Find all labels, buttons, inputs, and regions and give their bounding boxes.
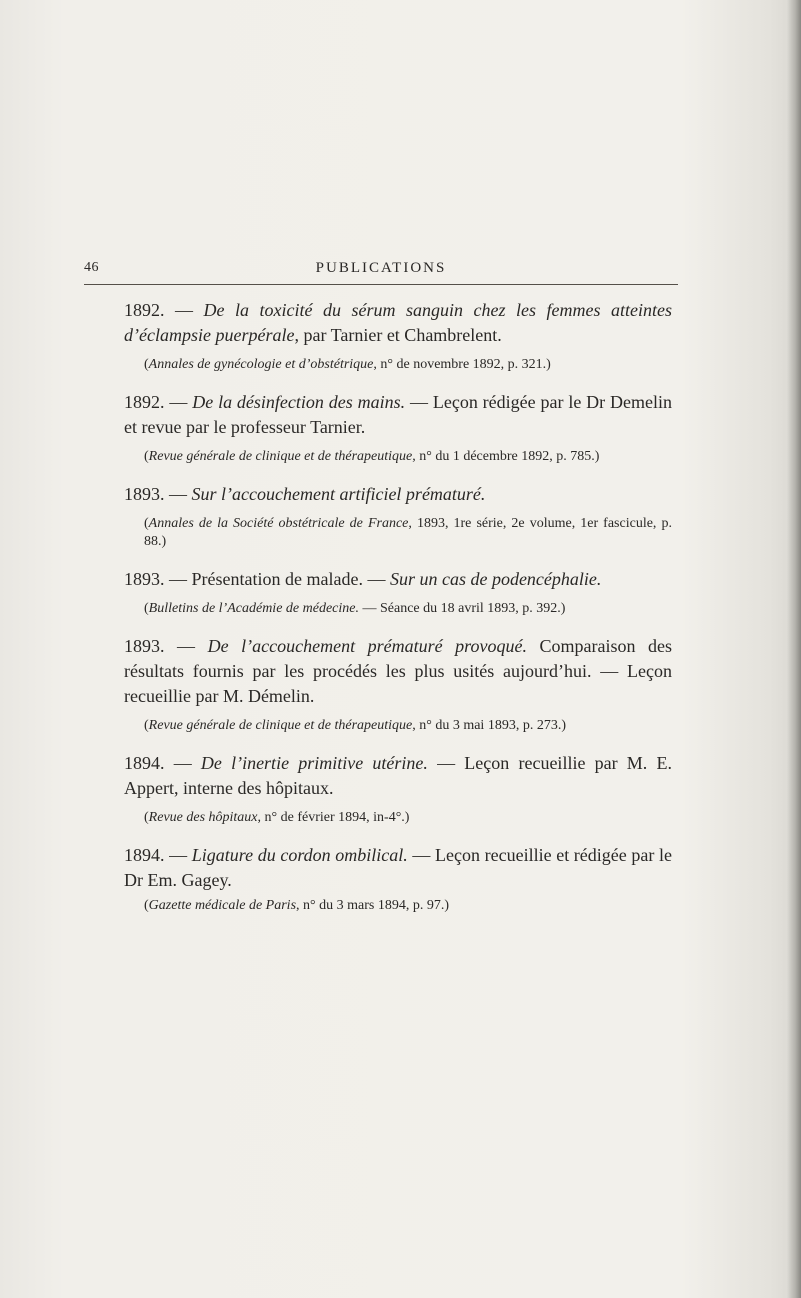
- entry-text: [124, 751, 672, 801]
- entry-year: 1892.: [124, 392, 165, 412]
- publication-entry: [124, 390, 672, 466]
- entry-reference: [124, 717, 672, 735]
- entry-description: — Leçon recueillie par M. E. Appert, interne des hôpitaux.: [124, 753, 672, 798]
- entry-title: De l’accouchement prématuré provoqué.: [207, 636, 527, 656]
- entry-text: [124, 298, 672, 348]
- publication-entry: [124, 751, 672, 827]
- entry-description: , par Tarnier et Chambrelent.: [294, 325, 502, 345]
- ref-details: , n° de novembre 1892, p. 321.): [373, 357, 551, 372]
- journal-name: Revue des hôpitaux: [148, 810, 258, 825]
- ref-open: (: [144, 516, 149, 531]
- ref-open: (: [144, 601, 149, 616]
- entry-text: [124, 482, 672, 507]
- entry-description: Comparaison des résultats fournis par les procédés les plus usités aujourd’hui. — Leçon recueillie par M. Démelin.: [124, 636, 673, 706]
- entry-text: [124, 567, 672, 592]
- entry-separator: —: [164, 392, 193, 412]
- ref-open: (: [144, 449, 149, 464]
- entry-year: 1893.: [124, 636, 165, 656]
- journal-name: Annales de gynécologie et d’obstétrique: [148, 357, 374, 372]
- ref-details: — Séance du 18 avril 1893, p. 392.): [358, 601, 566, 616]
- ref-open: (: [144, 718, 149, 733]
- ref-open: (: [144, 898, 149, 913]
- publication-entry: [124, 567, 672, 618]
- ref-details: , 1893, 1re série, 2e volume, 1er fascicule, p. 88.): [144, 516, 672, 549]
- entry-reference: [124, 515, 672, 551]
- entry-text: [124, 634, 672, 709]
- ref-open: (: [144, 810, 149, 825]
- entry-separator: —: [164, 845, 192, 865]
- ref-details: , n° du 3 mai 1893, p. 273.): [412, 718, 566, 733]
- ref-details: , n° de février 1894, in-4°.): [257, 810, 410, 825]
- entry-description: Présentation de malade. —: [191, 569, 390, 589]
- page-header: [84, 260, 678, 282]
- journal-name: Annales de la Société obstétricale de France: [148, 516, 409, 531]
- journal-name: Revue générale de clinique et de thérapeutique: [148, 718, 413, 733]
- entry-separator: —: [164, 753, 201, 773]
- entry-separator: —: [164, 569, 192, 589]
- entry-year: 1894.: [124, 753, 165, 773]
- entry-reference: [124, 809, 672, 827]
- publication-entry: [124, 634, 672, 735]
- journal-name: Revue générale de clinique et de thérapeutique: [148, 449, 413, 464]
- ref-details: , n° du 1 décembre 1892, p. 785.): [412, 449, 600, 464]
- entry-separator: —: [164, 300, 204, 320]
- publication-list: [124, 298, 672, 931]
- entry-reference: [124, 356, 672, 374]
- journal-name: Bulletins de l’Académie de médecine.: [148, 601, 359, 616]
- running-title: PUBLICATIONS: [315, 260, 447, 276]
- entry-description: — Leçon rédigée par le Dr Demelin et revue par le professeur Tarnier.: [124, 392, 673, 437]
- entry-year: 1893.: [124, 484, 165, 504]
- entry-title: De la toxicité du sérum sanguin chez les femmes atteintes d’éclampsie puerpérale: [124, 300, 672, 345]
- entry-title: De la désinfection des mains.: [192, 392, 406, 412]
- ref-details: , n° du 3 mars 1894, p. 97.): [296, 898, 450, 913]
- publication-entry: [124, 298, 672, 374]
- entry-description: — Leçon recueillie et rédigée par le Dr Em. Gagey.: [124, 845, 672, 890]
- entry-title: Ligature du cordon ombilical.: [191, 845, 408, 865]
- entry-separator: —: [164, 636, 208, 656]
- entry-text: [124, 390, 672, 440]
- entry-reference: [124, 897, 672, 915]
- entry-separator: —: [164, 484, 192, 504]
- journal-name: Gazette médicale de Paris: [148, 898, 297, 913]
- entry-year: 1894.: [124, 845, 165, 865]
- entry-text: [124, 843, 672, 893]
- entry-year: 1893.: [124, 569, 165, 589]
- entry-title: De l’inertie primitive utérine.: [200, 753, 428, 773]
- page-number: 46: [84, 260, 99, 275]
- header-rule: [84, 284, 678, 285]
- page-edge-shadow: [787, 0, 801, 1298]
- entry-title: Sur l’accouchement artificiel prématuré.: [191, 484, 486, 504]
- entry-reference: [124, 600, 672, 618]
- publication-entry: [124, 843, 672, 915]
- publication-entry: [124, 482, 672, 551]
- entry-reference: [124, 448, 672, 466]
- entry-year: 1892.: [124, 300, 165, 320]
- entry-title: Sur un cas de podencéphalie.: [389, 569, 602, 589]
- ref-open: (: [144, 357, 149, 372]
